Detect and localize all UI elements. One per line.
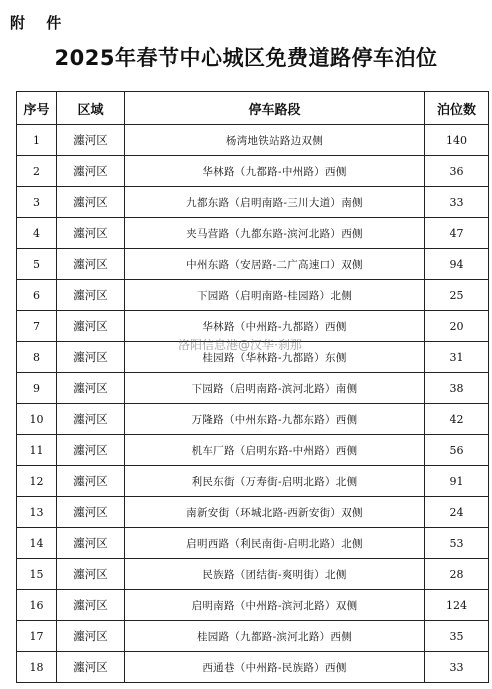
cell-road: 启明西路（利民南街-启明北路）北侧 [125,528,425,559]
cell-seq: 1 [17,125,57,156]
cell-district: 瀍河区 [57,187,125,218]
cell-seq: 2 [17,156,57,187]
cell-spaces: 91 [425,466,489,497]
cell-road: 启明南路（中州路-滨河北路）双侧 [125,590,425,621]
cell-seq: 15 [17,559,57,590]
table-row [17,497,489,528]
table-row [17,125,489,156]
cell-spaces: 47 [425,218,489,249]
table-row [17,311,489,342]
cell-spaces: 56 [425,435,489,466]
table-row [17,652,489,683]
cell-spaces: 124 [425,590,489,621]
cell-district: 瀍河区 [57,249,125,280]
table-row [17,218,489,249]
cell-seq: 7 [17,311,57,342]
cell-district: 瀍河区 [57,311,125,342]
cell-road: 民族路（团结街-爽明街）北侧 [125,559,425,590]
cell-spaces: 33 [425,652,489,683]
page-title: 2025年春节中心城区免费道路停车泊位 [54,46,438,70]
cell-district: 瀍河区 [57,218,125,249]
cell-spaces: 140 [425,125,489,156]
cell-spaces: 24 [425,497,489,528]
cell-road: 机车厂路（启明东路-中州路）西侧 [125,435,425,466]
table-row [17,156,489,187]
cell-road: 桂园路（九都路-滨河北路）西侧 [125,621,425,652]
cell-seq: 18 [17,652,57,683]
cell-seq: 3 [17,187,57,218]
cell-spaces: 94 [425,249,489,280]
cell-seq: 10 [17,404,57,435]
column-header-road: 停车路段 [125,92,425,125]
cell-district: 瀍河区 [57,404,125,435]
cell-road: 下园路（启明南路-桂园路）北侧 [125,280,425,311]
table-row [17,590,489,621]
table-row [17,249,489,280]
cell-road: 中州东路（安居路-二广高速口）双侧 [125,249,425,280]
cell-road: 万隆路（中州东路-九都东路）西侧 [125,404,425,435]
cell-spaces: 33 [425,187,489,218]
cell-road: 九都东路（启明南路-三川大道）南侧 [125,187,425,218]
parking-table [16,91,489,683]
cell-spaces: 28 [425,559,489,590]
cell-road: 夹马营路（九都东路-滨河北路）西侧 [125,218,425,249]
cell-seq: 4 [17,218,57,249]
cell-seq: 5 [17,249,57,280]
column-header-seq: 序号 [17,92,57,125]
cell-seq: 13 [17,497,57,528]
cell-road: 利民东街（万寿街-启明北路）北侧 [125,466,425,497]
cell-district: 瀍河区 [57,125,125,156]
table-header-row [17,92,489,125]
cell-spaces: 31 [425,342,489,373]
cell-spaces: 42 [425,404,489,435]
table-row [17,187,489,218]
cell-spaces: 20 [425,311,489,342]
cell-district: 瀍河区 [57,342,125,373]
column-header-district: 区域 [57,92,125,125]
cell-spaces: 25 [425,280,489,311]
cell-seq: 11 [17,435,57,466]
cell-road: 桂园路（华林路-九都路）东侧 [125,342,425,373]
table-row [17,559,489,590]
table-row [17,404,489,435]
table-row [17,280,489,311]
cell-spaces: 38 [425,373,489,404]
cell-seq: 14 [17,528,57,559]
table-row [17,528,489,559]
cell-road: 南新安街（环城北路-西新安街）双侧 [125,497,425,528]
cell-district: 瀍河区 [57,621,125,652]
cell-district: 瀍河区 [57,590,125,621]
cell-district: 瀍河区 [57,435,125,466]
cell-spaces: 53 [425,528,489,559]
attachment-label: 附 件 [10,14,70,32]
column-header-spaces: 泊位数 [425,92,489,125]
cell-district: 瀍河区 [57,466,125,497]
table-row [17,373,489,404]
cell-road: 华林路（九都路-中州路）西侧 [125,156,425,187]
cell-district: 瀍河区 [57,652,125,683]
cell-district: 瀍河区 [57,156,125,187]
cell-seq: 9 [17,373,57,404]
cell-road: 华林路（中州路-九都路）西侧 [125,311,425,342]
cell-district: 瀍河区 [57,497,125,528]
table-body [17,125,489,683]
cell-seq: 12 [17,466,57,497]
cell-district: 瀍河区 [57,280,125,311]
table-row [17,435,489,466]
cell-seq: 17 [17,621,57,652]
cell-road: 西通巷（中州路-民族路）西侧 [125,652,425,683]
watermark-text: 洛阳信息港@汉华·刹那 [178,338,302,352]
cell-road: 下园路（启明南路-滨河北路）南侧 [125,373,425,404]
cell-seq: 16 [17,590,57,621]
cell-district: 瀍河区 [57,559,125,590]
cell-seq: 8 [17,342,57,373]
table-row [17,466,489,497]
cell-road: 杨湾地铁站路边双侧 [125,125,425,156]
cell-district: 瀍河区 [57,373,125,404]
cell-spaces: 35 [425,621,489,652]
cell-seq: 6 [17,280,57,311]
table-row [17,621,489,652]
cell-district: 瀍河区 [57,528,125,559]
table-row [17,342,489,373]
cell-spaces: 36 [425,156,489,187]
